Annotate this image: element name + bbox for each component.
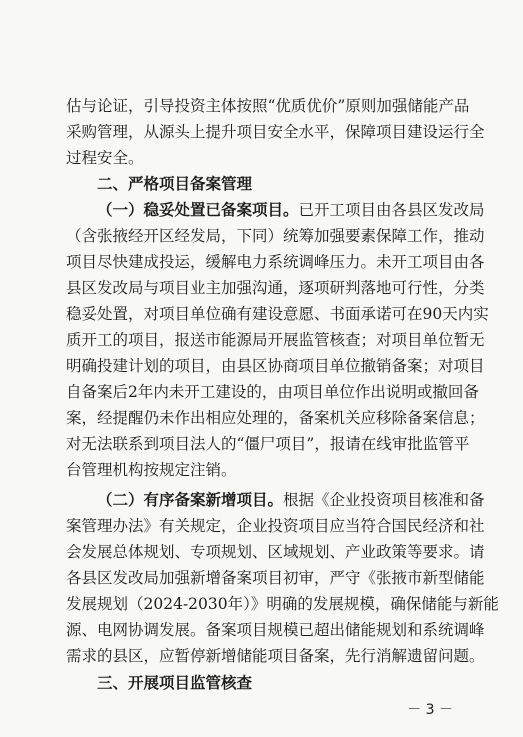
subsection-title: （二）有序备案新增项目。 bbox=[97, 491, 284, 509]
paragraph-first-line bbox=[97, 487, 485, 513]
body-text-line: 采购管理，从源头上提升项目安全水平，保障项目建设运行全 bbox=[66, 123, 485, 141]
paragraph-first-line bbox=[97, 197, 485, 223]
body-text-line: 会发展总体规划、专项规划、区域规划、产业政策等要求。请 bbox=[66, 543, 485, 561]
body-text-line: 县区发改局与项目业主加强沟通，逐项研判落地可行性，分类 bbox=[66, 279, 485, 297]
subsection-title: （一）稳妥处置已备案项目。 bbox=[97, 201, 299, 219]
body-text-line: 估与论证，引导投资主体按照“优质优价”原则加强储能产品 bbox=[66, 97, 470, 115]
body-text-line: 对无法联系到项目法人的“僵尸项目”，报请在线审批监管平 bbox=[66, 435, 470, 453]
body-text-line: 过程安全。 bbox=[66, 149, 144, 167]
body-text-line: （含张掖经开区经发局，下同）统筹加强要素保障工作，推动 bbox=[66, 227, 485, 245]
body-text-line: 明确投建计划的项目，由县区协商项目单位撤销备案；对项目 bbox=[66, 357, 485, 375]
body-text-fragment: 根据《企业投资项目核准和备 bbox=[283, 491, 485, 509]
page-number: － 3 － bbox=[407, 702, 453, 718]
body-text-line: 发展规划（2024-2030年）》明确的发展规模，确保储能与新能 bbox=[66, 595, 499, 613]
section-heading: 二、严格项目备案管理 bbox=[97, 175, 253, 193]
body-text-line: 台管理机构按规定注销。 bbox=[66, 461, 237, 479]
body-text-line: 需求的县区，应暂停新增储能项目备案，先行消解遗留问题。 bbox=[66, 647, 485, 665]
body-text-line: 各县区发改局加强新增备案项目初审，严守《张掖市新型储能 bbox=[66, 569, 485, 587]
body-text-line: 稳妥处置，对项目单位确有建设意愿、书面承诺可在90天内实 bbox=[66, 305, 489, 323]
body-text-line: 自备案后2年内未开工建设的，由项目单位作出说明或撤回备 bbox=[66, 383, 479, 401]
body-text-line: 质开工的项目，报送市能源局开展监管核查；对项目单位暂无 bbox=[66, 331, 485, 349]
body-text-fragment: 已开工项目由各县区发改局 bbox=[298, 201, 485, 219]
body-text-line: 案管理办法》有关规定，企业投资项目应当符合国民经济和社 bbox=[66, 517, 485, 535]
body-text-line: 项目尽快建成投运，缓解电力系统调峰压力。未开工项目由各 bbox=[66, 253, 485, 271]
body-text-line: 源、电网协调发展。备案项目规模已超出储能规划和系统调峰 bbox=[66, 621, 485, 639]
section-heading: 三、开展项目监管核查 bbox=[97, 674, 253, 692]
body-text-line: 案，经提醒仍未作出相应处理的，备案机关应移除备案信息； bbox=[66, 409, 485, 427]
